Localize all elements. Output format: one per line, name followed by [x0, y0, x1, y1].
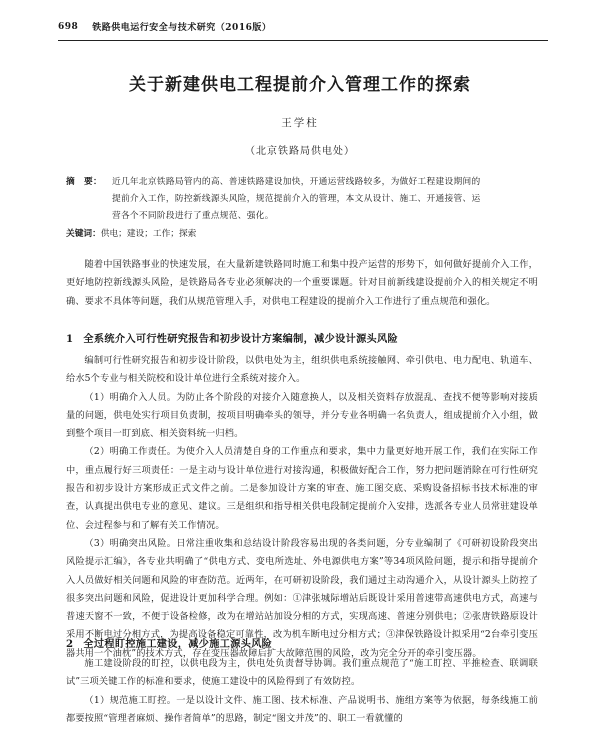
keywords-text: 供电；建设；工作；探索 [100, 229, 197, 239]
section-number: 2 [66, 638, 74, 650]
section-title: 全系统介入可行性研究报告和初步设计方案编制，减少设计源头风险 [83, 333, 399, 345]
abstract-line: 提前介入工作，防控新线源头风险，规范提前介入的管理，本文从设计、施工、开通接管、运 [111, 194, 481, 204]
keywords [66, 226, 536, 243]
article-title: 关于新建供电工程提前介入管理工作的探索 [129, 75, 471, 95]
body-paragraph: （1）明确介入人员。为防止各个阶段的对接介入随意换人，以及相关资料存放混乱、查找不便等影响对接质量的问题，供电处实行项目负责制，按项目明确牵头的领导，并分专业各明确一名负责人，组成提前介入小组，做到整个项目一盯到底、相关资料统一归档。 [66, 391, 538, 440]
section-2-heading [66, 635, 538, 650]
page-number: 698 [58, 21, 79, 32]
running-head [58, 20, 548, 33]
intro-block [66, 256, 538, 311]
section-1-heading [66, 330, 538, 345]
body-paragraph: （1）规范施工盯控。一是以设计文件、施工图、技术标准、产品说明书、施组方案等为依据，每条线施工前都要按照“管理者麻烦、操作者简单”的思路，制定“图文并茂”的、职工一看就懂的 [66, 694, 538, 724]
section-2-body [66, 655, 538, 728]
body-paragraph: （2）明确工作责任。为使介入人员清楚自身的工作重点和要求，集中力量更好地开展工作，我们在实际工作中，重点履行好三项责任：一是主动与设计单位进行对接沟通，积极做好配合工作，努力把问题消除在可行性研究报告和初步设计方案形成正式文件之前。二是参加设计方案的审查、施工图交底、采购设备招标书技术标准的审查，认真提出供电专业的意见、建议。三是组织和指导相关供电段制定提前介入安排，选派各专业人员常驻建设单位、会过程参与和了解有关工作情况。 [66, 446, 538, 531]
abstract-line: 营各个不同阶段进行了重点规范、强化。 [111, 211, 274, 221]
section-title: 全过程盯控施工建设，减少施工源头风险 [83, 638, 273, 650]
abstract-label: 摘 要： [66, 177, 102, 187]
journal-name: 铁路供电运行安全与技术研究（2016版） [92, 23, 272, 33]
section-1-body [66, 352, 538, 663]
keywords-label: 关键词： [66, 229, 101, 239]
article-affiliation: （北京铁路局供电处） [245, 146, 355, 157]
intro-paragraph: 随着中国铁路事业的快速发展，在大量新建铁路同时施工和集中投产运营的形势下，如何做好提前介入工作，更好地防控新线源头风险，是铁路局各专业必须解决的一个重要课题。针对目前新线建设提前介入的相关规定不明确、要求不具体等问题，我们从规范管理入手，对供电工程建设的提前介入工作进行了重点规范和强化。 [66, 259, 538, 307]
abstract-line: 近几年北京铁路局管内的高、普速铁路建设加快，开通运营线路较多，为做好工程建设期间的 [111, 177, 481, 187]
header-rule [58, 40, 548, 41]
body-paragraph: 施工建设阶段的盯控，以供电段为主，供电处负责督导协调。我们重点规范了“施工盯控、平推检查、联调联试”三项关键工作的标准和要求，使施工建设中的风险得到了有效防控。 [66, 658, 538, 688]
section-number: 1 [66, 333, 74, 345]
abstract [66, 174, 536, 225]
body-paragraph: （3）明确突出风险。日常注重收集和总结设计阶段容易出现的各类问题，分专业编制了《可研初设阶段突出风险提示汇编》，各专业共明确了“供电方式、变电所选址、外电源供电方案”等34项风险问题，提示和指导提前介入人员做好相关问题和风险的审查防范。近两年，在可研初设阶段，我们通过主动沟通介入，从设计源头上防控了很多突出问题和风险，促进设计更加科学合理。例如：①津张城际增站后既设计采用普速带高速供电方式，高速与普速天窗不一致，不便于设备检修，改为在增站站加设分相的方式，实现高速、普速分别供电；②张唐铁路原设计采用不断电过分相方式，为提高设备稳定可靠性，改为机车断电过分相方式；③津保铁路设计拟采用“2台牵引变压器共用一个油枕”的技术方式，存在变压器故障后扩大故障范围的风险，改为完全分开的牵引变压器。 [66, 537, 538, 659]
article-author: 王学柱 [281, 117, 319, 129]
body-paragraph: 编制可行性研究报告和初步设计阶段，以供电处为主，组织供电系统接触网、牵引供电、电力配电、轨道车、给水5个专业与相关院校和设计单位进行全系统对接介入。 [66, 355, 538, 385]
